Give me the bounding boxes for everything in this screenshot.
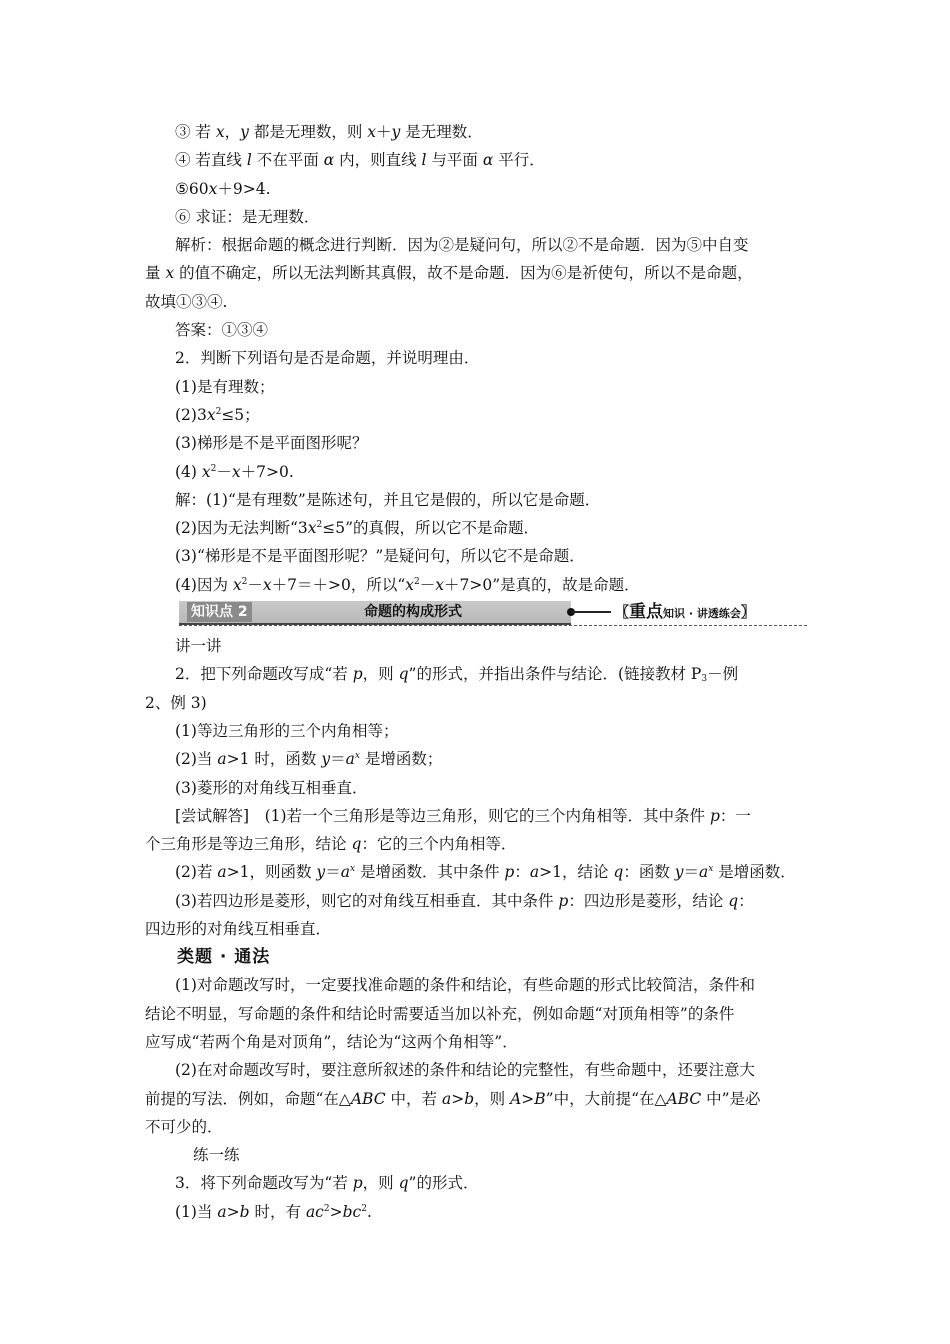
problem-2-cont: 2、例 3) (145, 693, 207, 712)
method-2-line-2: 前提的写法．例如，命题“在△ABC 中，若 a>b，则 A>B”中，大前提“在△ABC 中”是必 (145, 1089, 761, 1108)
lecture-label: 讲一讲 (175, 637, 222, 656)
method-1-line-2: 结论不明显，写命题的条件和结论时需要适当加以补充，例如命题“对顶角相等”的条件 (145, 1004, 735, 1023)
problem-2-item-1: (1)等边三角形的三个内角相等； (175, 721, 399, 740)
question-3-item-1: (1)当 a>b 时，有 $ac^2>bc^2$. (175, 1202, 372, 1221)
method-1-line-3: 应写成“若两个角是对顶角”，结论为“这两个角相等”． (145, 1032, 518, 1051)
section-title: 命题的构成形式 (364, 604, 462, 621)
section-tag: 知识点 2 (187, 602, 252, 622)
attempt-1: [尝试解答] (1)若一个三角形是等边三角形，则它的三个内角相等．其中条件 p：一 (175, 806, 751, 825)
attempt-1-cont: 个三角形是等边三角形，结论 q：它的三个内角相等． (145, 835, 517, 854)
analysis-line-3: 故填①③④. (145, 292, 228, 311)
problem-2: 2．把下列命题改写成“若 p，则 q”的形式，并指出条件与结论．(链接教材 $P_3-$例 (175, 665, 739, 685)
solution-1: 解：(1)“是有理数”是陈述句，并且它是假的，所以它是命题． (175, 490, 601, 509)
question-3: 3．将下列命题改写为“若 p，则 q”的形式． (175, 1174, 479, 1193)
solution-3: (3)“梯形是不是平面图形呢？”是疑问句，所以它不是命题． (175, 547, 585, 566)
item-3: ③ 若 x，y 都是无理数，则 x＋y 是无理数． (175, 123, 483, 141)
problem-2-item-3: (3)菱形的对角线互相垂直． (175, 778, 368, 797)
section-header-bar (179, 601, 807, 626)
solution-2: (2)因为无法判断“$3x^2\le 5$”的真假，所以它不是命题． (175, 519, 540, 538)
section-header-band (179, 601, 571, 625)
method-2: (2)在对命题改写时，要注意所叙述的条件和结论的完整性，有些命题中，还要注意大 (175, 1061, 755, 1080)
attempt-3-cont: 四边形的对角线互相垂直． (145, 920, 332, 939)
item-4: ④ 若直线 l 不在平面 α 内，则直线 l 与平面 α 平行． (175, 151, 545, 170)
attempt-3: (3)若四边形是菱形，则它的对角线互相垂直．其中条件 p：四边形是菱形，结论 q： (175, 891, 754, 910)
attempt-2: (2)若 a>1，则函数 $y=a^x$ 是增函数．其中条件 p：a>1，结论 q：函数 $y=a^x$ 是增函数． (175, 863, 796, 882)
practice-label: 练一练 (193, 1146, 240, 1165)
question-2-item-4: (4) $x^2-x+7>0$. (175, 462, 294, 481)
page-content (145, 118, 810, 1226)
header-rule (571, 611, 611, 613)
solution-4: (4)因为 $x^2-x+7=+>0$，所以“$x^2-x+7>0$”是真的，故是命题． (175, 575, 640, 594)
method-2-line-3: 不可少的． (145, 1117, 223, 1136)
question-2-item-1: (1)是有理数； (175, 377, 275, 396)
item-5: ⑤60x＋9>4. (175, 179, 271, 198)
question-2-item-3: (3)梯形是不是平面图形呢？ (175, 434, 368, 453)
analysis-line-2: 量 x 的值不确定，所以无法判断其真假，故不是命题．因为⑥是祈使句，所以不是命题， (145, 264, 753, 283)
answer-line: 答案：①③④ (175, 321, 269, 340)
question-2: 2．判断下列语句是否是命题，并说明理由． (175, 349, 480, 368)
problem-2-item-2: (2)当 a>1 时，函数 $y=a^x$ 是增函数； (175, 750, 443, 769)
item-6: ⑥ 求证：是无理数． (175, 207, 320, 226)
analysis-line-1: 解析：根据命题的概念进行判断．因为②是疑问句，所以②不是命题．因为⑤中自变 (175, 236, 749, 255)
method-1: (1)对命题改写时，一定要找准命题的条件和结论，有些命题的形式比较简洁，条件和 (175, 976, 755, 995)
method-heading: 类题 · 通法 (177, 947, 271, 968)
question-2-item-2: $(2)3x^2\le 5$； (175, 405, 260, 424)
section-subtitle: 〖重点知识 · 讲透练会〗 (615, 602, 755, 623)
